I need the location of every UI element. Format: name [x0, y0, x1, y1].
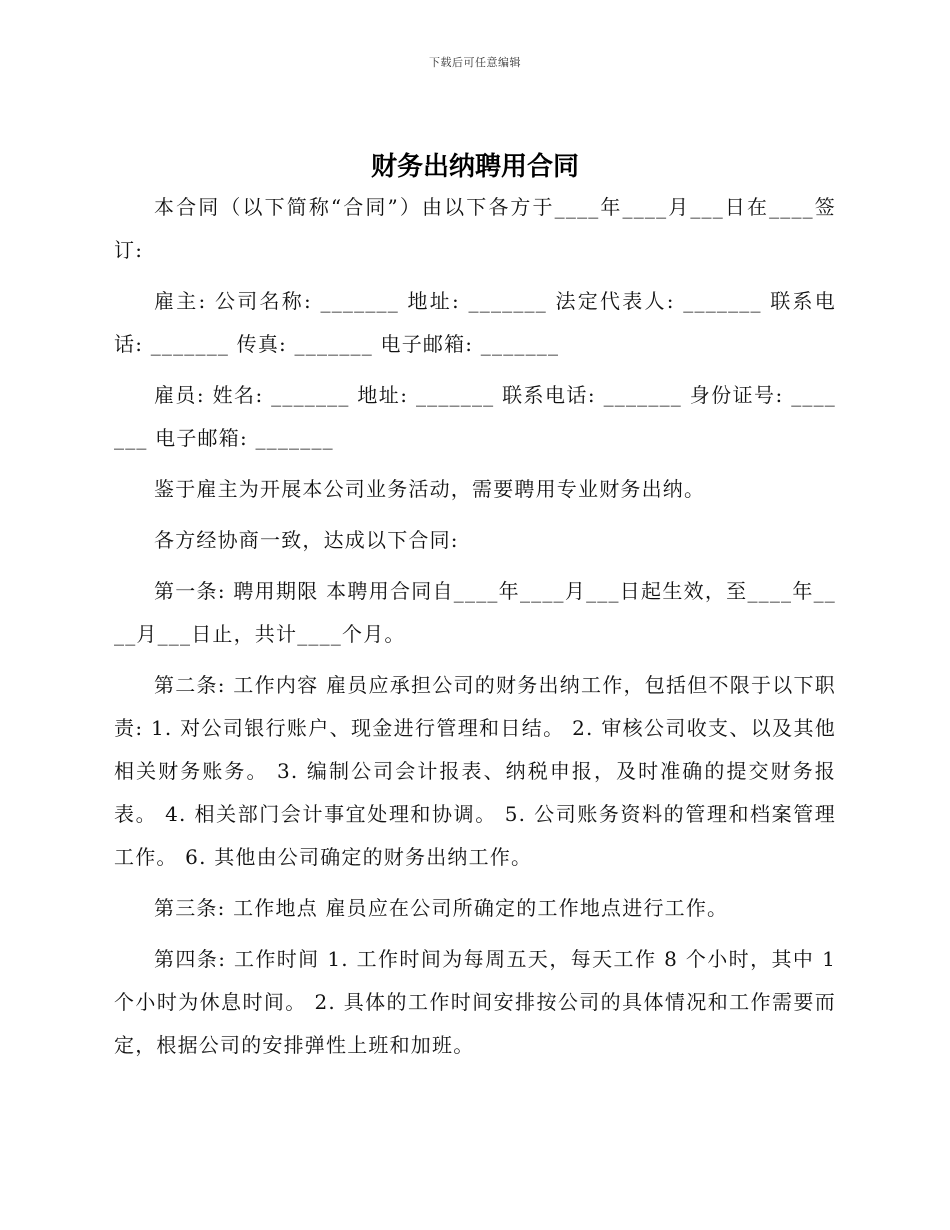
whereas-paragraph: 鉴于雇主为开展本公司业务活动，需要聘用专业财务出纳。 — [154, 477, 706, 501]
document-title: 财务出纳聘用合同 — [370, 152, 579, 182]
article-1-paragraph: 第一条: 聘用期限 本聘用合同自____年____月___日起生效，至____年____月___日止，共计____个月。 — [114, 579, 836, 646]
employer-info-paragraph: 雇主: 公司名称: _______ 地址: _______ 法定代表人: _______ 联系电话: _______ 传真: _______ 电子邮箱: _______ — [114, 289, 836, 356]
document-body — [114, 186, 836, 1075]
intro-paragraph: 本合同（以下简称“合同”）由以下各方于____年____月___日在____签订: — [114, 195, 836, 262]
article-3-paragraph: 第三条: 工作地点 雇员应在公司所确定的工作地点进行工作。 — [154, 896, 729, 920]
employee-info-paragraph: 雇员: 姓名: _______ 地址: _______ 联系电话: _______ 身份证号: _______ 电子邮箱: _______ — [114, 383, 836, 450]
header-note: 下载后可任意编辑 — [429, 56, 521, 69]
article-2-paragraph: 第二条: 工作内容 雇员应承担公司的财务出纳工作，包括但不限于以下职责: 1. 对公司银行账户、现金进行管理和日结。 2. 审核公司收支、以及其他相关财务账务。 3. 编制公司会计报表、纳税申报，及时准确的提交财务报表。 4. 相关部门会计事宜处理和协调。 5. 公司账务资料的管理和档案管理工作。 6. 其他由公司确定的财务出纳工作。 — [114, 673, 836, 869]
agreement-paragraph: 各方经协商一致，达成以下合同: — [154, 528, 459, 552]
article-4-paragraph: 第四条: 工作时间 1. 工作时间为每周五天，每天工作 8 个小时，其中 1 个小时为休息时间。 2. 具体的工作时间安排按公司的具体情况和工作需要而定，根据公司的安排弹性上班和加班。 — [114, 947, 836, 1057]
